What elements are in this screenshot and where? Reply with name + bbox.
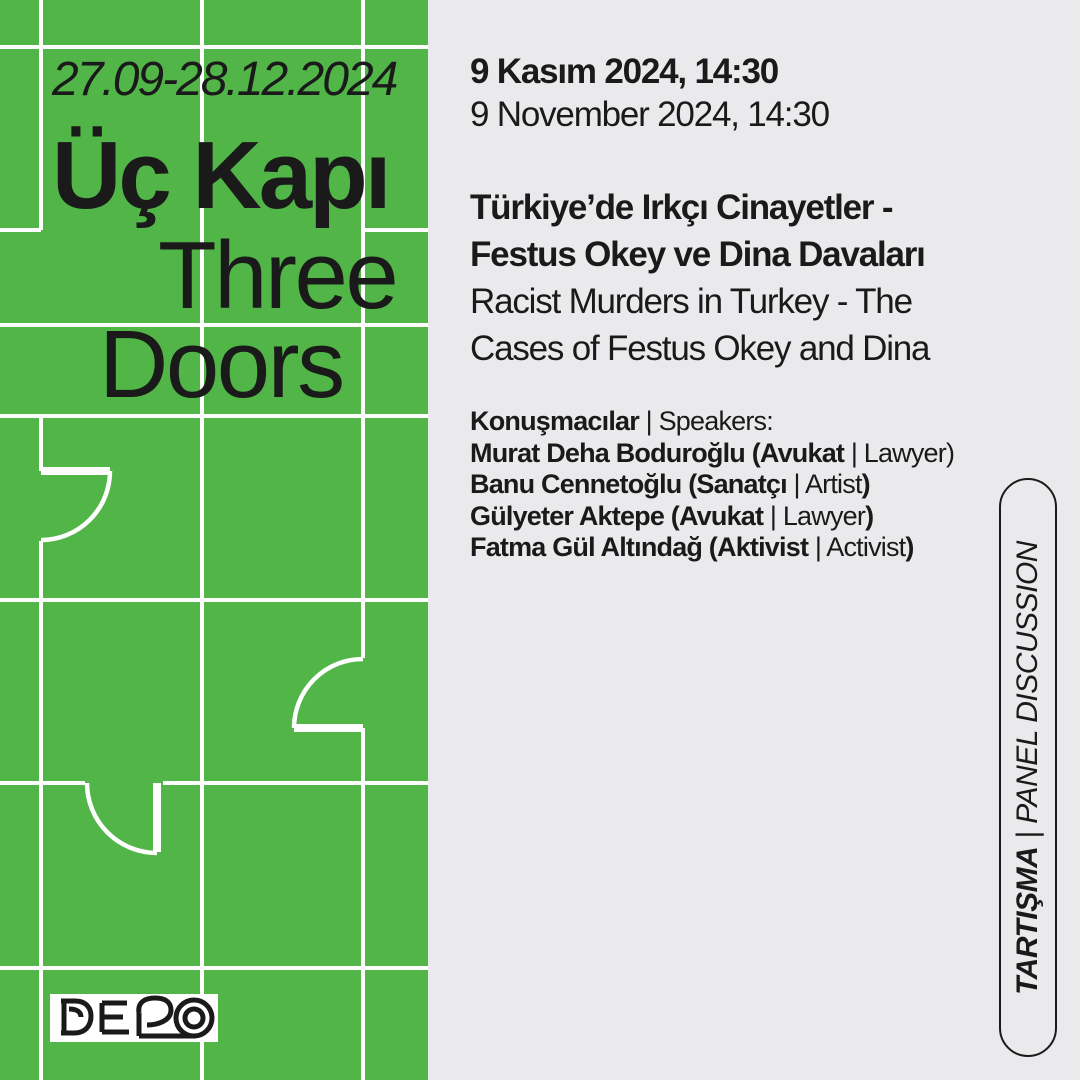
text-line <box>470 406 1015 438</box>
text-segment: Fatma Gül Altındağ (Aktivist <box>470 532 815 563</box>
text-line <box>470 50 1015 93</box>
text-line <box>470 532 1015 564</box>
text-segment: | Artist <box>793 469 862 500</box>
text-line <box>470 278 1015 325</box>
text-segment: Konuşmacılar <box>470 406 646 436</box>
text-line <box>470 438 1015 470</box>
event-title <box>470 184 1015 372</box>
text-segment: | Activist <box>814 532 906 563</box>
text-segment: ) <box>861 469 870 500</box>
depo-logo <box>50 994 218 1042</box>
text-line <box>470 469 1015 501</box>
text-segment: | Lawyer) <box>850 437 955 468</box>
event-type-tag <box>999 478 1057 1057</box>
text-segment: PANEL DISCUSSION <box>1011 540 1044 824</box>
text-segment: ) <box>865 500 874 531</box>
text-segment: 9 Kasım 2024, 14:30 <box>470 52 778 91</box>
text-segment: ) <box>905 532 914 563</box>
text-line <box>470 501 1015 533</box>
speakers-list <box>470 406 1015 564</box>
exhibition-title-turkish: Üç Kapı <box>52 122 389 229</box>
event-info-panel <box>470 0 1015 1080</box>
exhibition-title-english-line1: Three <box>158 222 397 329</box>
event-datetime <box>470 50 1015 136</box>
text-segment: Türkiye’de Irkçı Cinayetler - <box>470 188 893 227</box>
text-segment: Festus Okey ve Dina Davaları <box>470 235 925 274</box>
text-segment: Banu Cennetoğlu (Sanatçı <box>470 469 794 500</box>
text-line <box>470 231 1015 278</box>
exhibition-title-english-line2: Doors <box>99 311 343 418</box>
text-segment: Cases of Festus Okey and Dina <box>470 329 930 368</box>
text-segment: 9 November 2024, 14:30 <box>470 95 829 134</box>
text-line <box>470 184 1015 231</box>
text-segment: Racist Murders in Turkey - The <box>470 282 912 321</box>
text-segment: | Speakers: <box>645 406 773 436</box>
exhibition-dates: 27.09-28.12.2024 <box>52 53 397 106</box>
event-type-tag-label <box>1011 541 1045 995</box>
text-segment: Gülyeter Aktepe (Avukat <box>470 500 770 531</box>
text-line <box>470 93 1015 136</box>
text-segment: TARTIŞMA <box>1011 846 1044 995</box>
text-segment: Murat Deha Boduroğlu (Avukat <box>470 437 851 468</box>
text-segment: | Lawyer <box>769 500 866 531</box>
text-segment: | <box>1011 823 1044 847</box>
text-line <box>470 325 1015 372</box>
